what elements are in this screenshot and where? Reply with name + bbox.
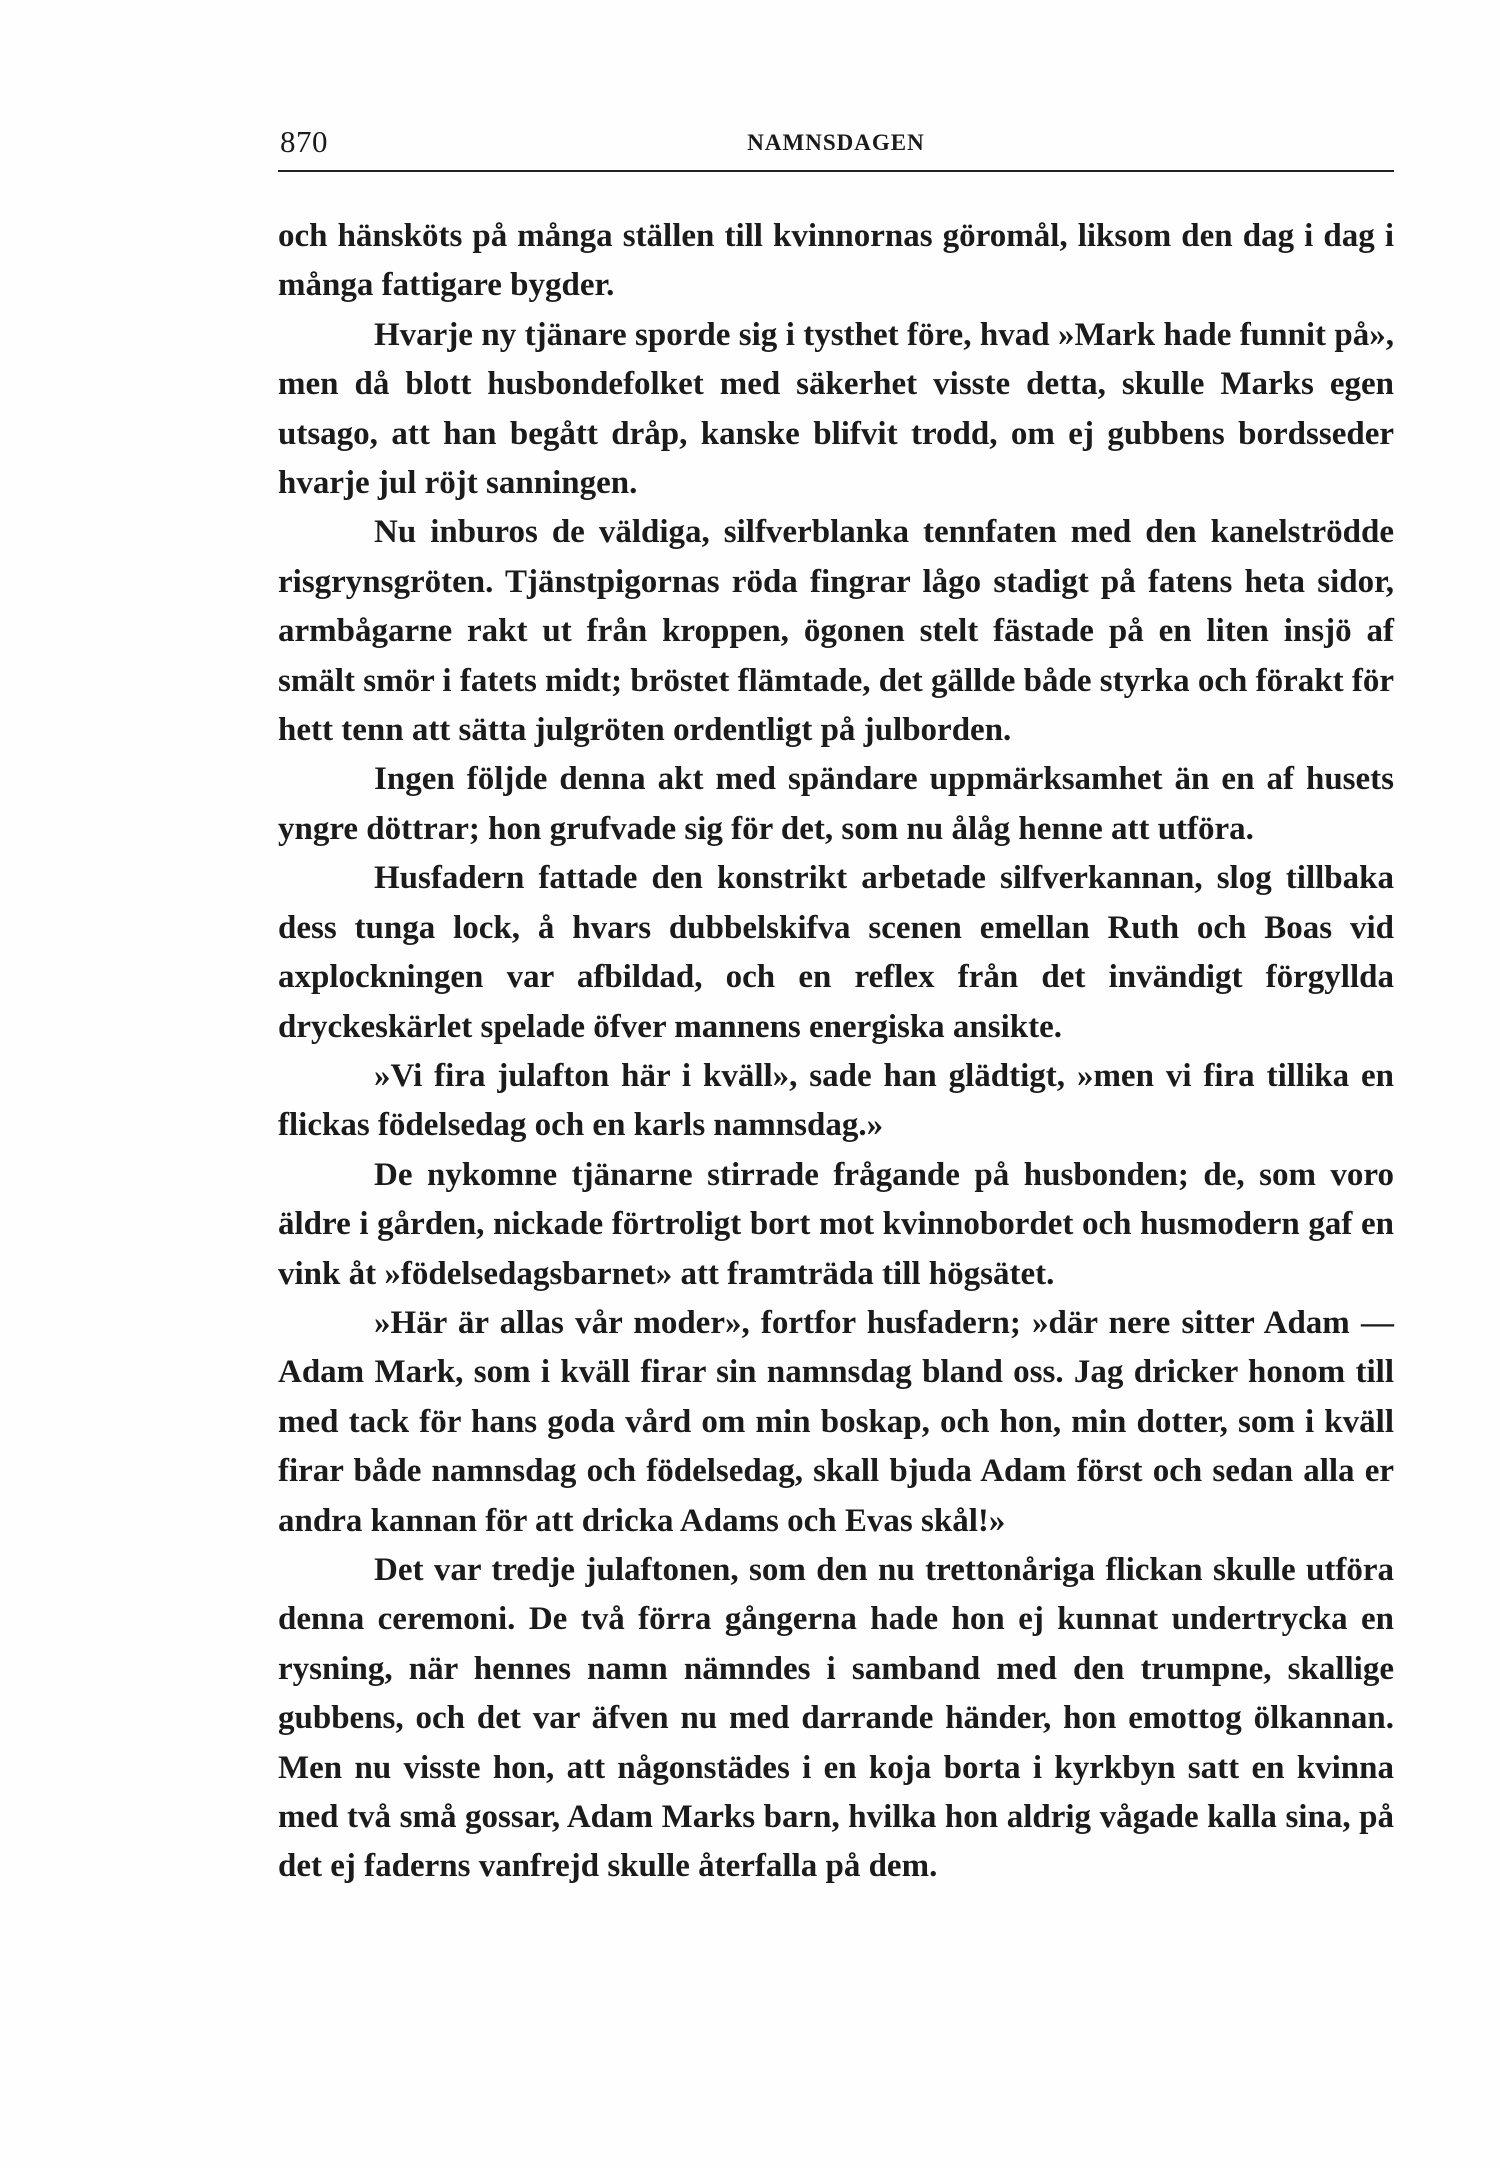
page-number: 870 <box>280 124 328 159</box>
paragraph: »Vi fira julafton här i kväll», sade han glädtigt, »men vi fira tillika en flickas födelsedag och en karls namnsdag.» <box>278 1057 1394 1144</box>
paragraph: Husfadern fattade den konstrikt arbetade silfverkannan, slog tillbaka dess tunga lock, å hvars dubbelskifva scenen emellan Ruth och Boas vid axplockningen var afbildad, och en reflex från det invändigt förgyllda dryckeskärlet spelade öfver mannens energiska ansikte. <box>278 860 1394 1045</box>
paragraph: Hvarje ny tjänare sporde sig i tysthet före, hvad »Mark hade funnit på», men då blott husbondefolket med säkerhet visste detta, skulle Marks egen utsago, att han begått dråp, kanske blifvit trodd, om ej gubbens bordsseder hvarje jul röjt sanningen. <box>278 316 1394 502</box>
paragraph: Nu inburos de väldiga, silfverblanka tennfaten med den kanelströdde risgrynsgröten. Tjänstpigornas röda fingrar lågo stadigt på fatens heta sidor, armbågarne rakt ut från kroppen, ögonen stelt fästade på en liten insjö af smält smör i fatets midt; bröstet flämtade, det gällde både styrka och förakt för hett tenn att sätta julgröten ordentligt på julborden. <box>278 514 1394 749</box>
header-rule <box>278 170 1394 172</box>
page-header <box>278 124 1394 170</box>
paragraph: och hänsköts på många ställen till kvinnornas göromål, liksom den dag i dag i många fattigare bygder. <box>278 218 1394 304</box>
paragraph: De nykomne tjänarne stirrade frågande på husbonden; de, som voro äldre i gården, nickade förtroligt bort mot kvinnobordet och husmodern gaf en vink åt »födelsedagsbarnet» att framträda till högsätet. <box>278 1156 1394 1292</box>
paragraph: Ingen följde denna akt med spändare uppmärksamhet än en af husets yngre döttrar; hon grufvade sig för det, som nu ålåg henne att utföra. <box>278 761 1394 847</box>
body-text <box>278 212 1394 1892</box>
paragraph: »Här är allas vår moder», fortfor husfadern; »där nere sitter Adam — Adam Mark, som i kväll firar sin namnsdag bland oss. Jag dricker honom till med tack för hans goda vård om min boskap, och hon, min dotter, som i kväll firar både namnsdag och födelsedag, skall bjuda Adam först och sedan alla er andra kannan för att dricka Adams och Evas skål!» <box>278 1304 1394 1539</box>
running-title: NAMNSDAGEN <box>747 130 925 155</box>
paragraph: Det var tredje julaftonen, som den nu trettonåriga flickan skulle utföra denna ceremoni. De två förra gångerna hade hon ej kunnat undertrycka en rysning, när hennes namn nämndes i samband med den trumpne, skallige gubbens, och det var äfven nu med darrande händer, hon emottog ölkannan. Men nu visste hon, att någonstädes i en koja borta i kyrkbyn satt en kvinna med två små gossar, Adam Marks barn, hvilka hon aldrig vågade kalla sina, på det ej faderns vanfrejd skulle återfalla på dem. <box>278 1551 1394 1885</box>
